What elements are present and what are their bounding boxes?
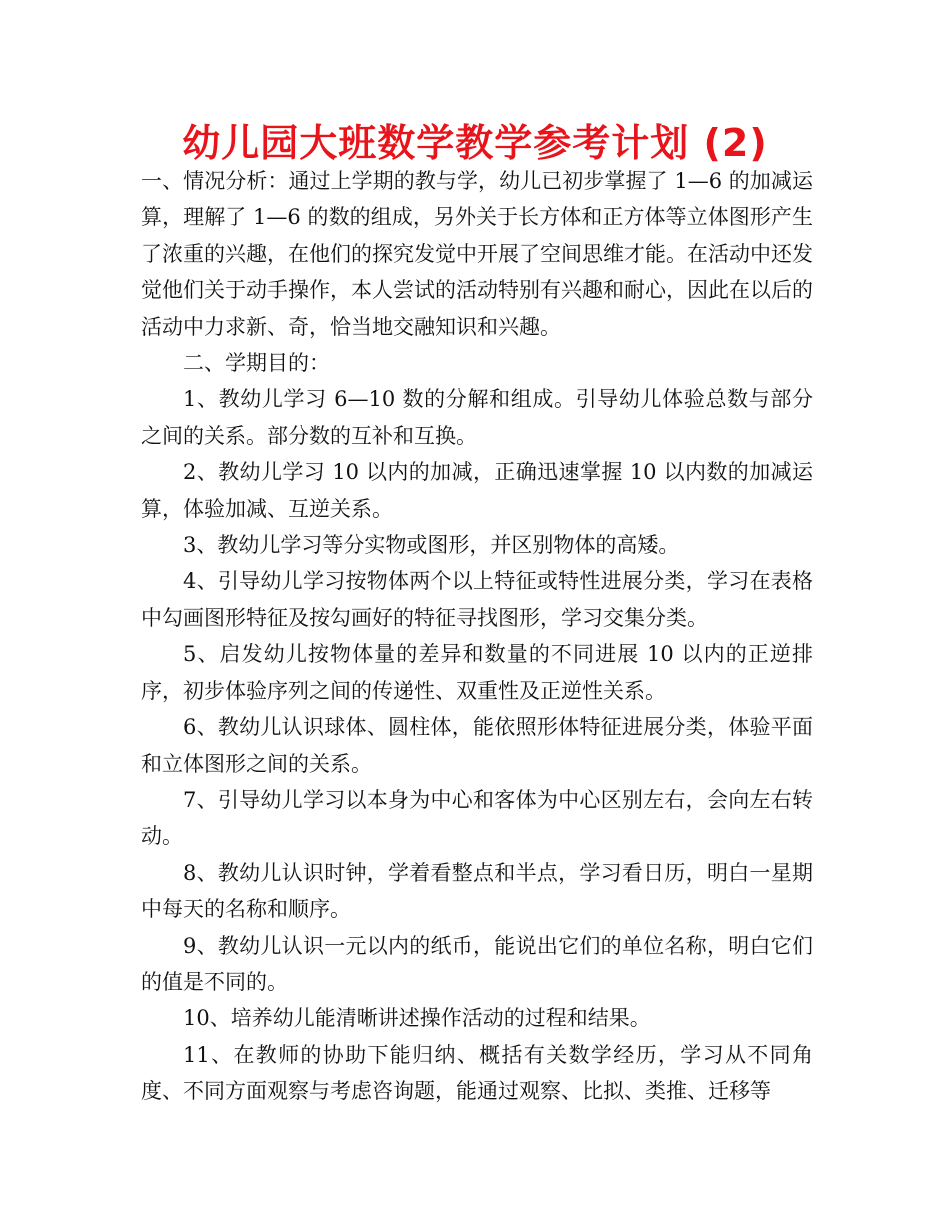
paragraph-goal-9: 9、教幼儿认识一元以内的纸币，能说出它们的单位名称，明白它们的值是不同的。 — [141, 933, 813, 994]
paragraph-goal-2: 2、教幼儿学习 10 以内的加减，正确迅速掌握 10 以内数的加减运算，体验加减、互逆关系。 — [141, 460, 813, 521]
paragraph-goal-11: 11、在教师的协助下能归纳、概括有关数学经历，学习从不同角度、不同方面观察与考虑咨询题，能通过观察、比拟、类推、迁移等 — [141, 1042, 813, 1104]
paragraph-semester-goals-heading: 二、学期目的： — [183, 351, 330, 376]
paragraph-goal-1: 1、教幼儿学习 6—10 数的分解和组成。引导幼儿体验总数与部分之间的关系。部分数的互补和互换。 — [141, 387, 813, 448]
paragraph-goal-7: 7、引导幼儿学习以本身为中心和客体为中心区别左右，会向左右转动。 — [141, 787, 813, 849]
document-body — [141, 163, 813, 1110]
paragraph-goal-3: 3、教幼儿学习等分实物或图形，并区别物体的高矮。 — [183, 533, 680, 558]
paragraph-goal-10: 10、培养幼儿能清晰讲述操作活动的过程和结果。 — [183, 1006, 651, 1031]
paragraph-goal-8: 8、教幼儿认识时钟，学着看整点和半点，学习看日历，明白一星期中每天的名称和顺序。 — [141, 860, 813, 922]
paragraph-situation-analysis: 一、情况分析：通过上学期的教与学，幼儿已初步掌握了 1—6 的加减运算，理解了 1—6 的数的组成，另外关于长方体和正方体等立体图形产生了浓重的兴趣，在他们的探究发觉中开展了空间思维才能。在活动中还发觉他们关于动手操作，本人尝试的活动特别有兴趣和耐心，因此在以后的活动中力求新、奇，恰当地交融知识和兴趣。 — [141, 169, 813, 339]
paragraph-goal-5: 5、启发幼儿按物体量的差异和数量的不同进展 10 以内的正逆排序，初步体验序列之间的传递性、双重性及正逆性关系。 — [141, 642, 813, 703]
paragraph-goal-6: 6、教幼儿认识球体、圆柱体，能依照形体特征进展分类，体验平面和立体图形之间的关系。 — [141, 715, 813, 776]
paragraph-goal-4: 4、引导幼儿学习按物体两个以上特征或特性进展分类，学习在表格中勾画图形特征及按勾画好的特征寻找图形，学习交集分类。 — [141, 569, 813, 630]
document-title: 幼儿园大班数学教学参考计划 (2) — [182, 121, 768, 165]
